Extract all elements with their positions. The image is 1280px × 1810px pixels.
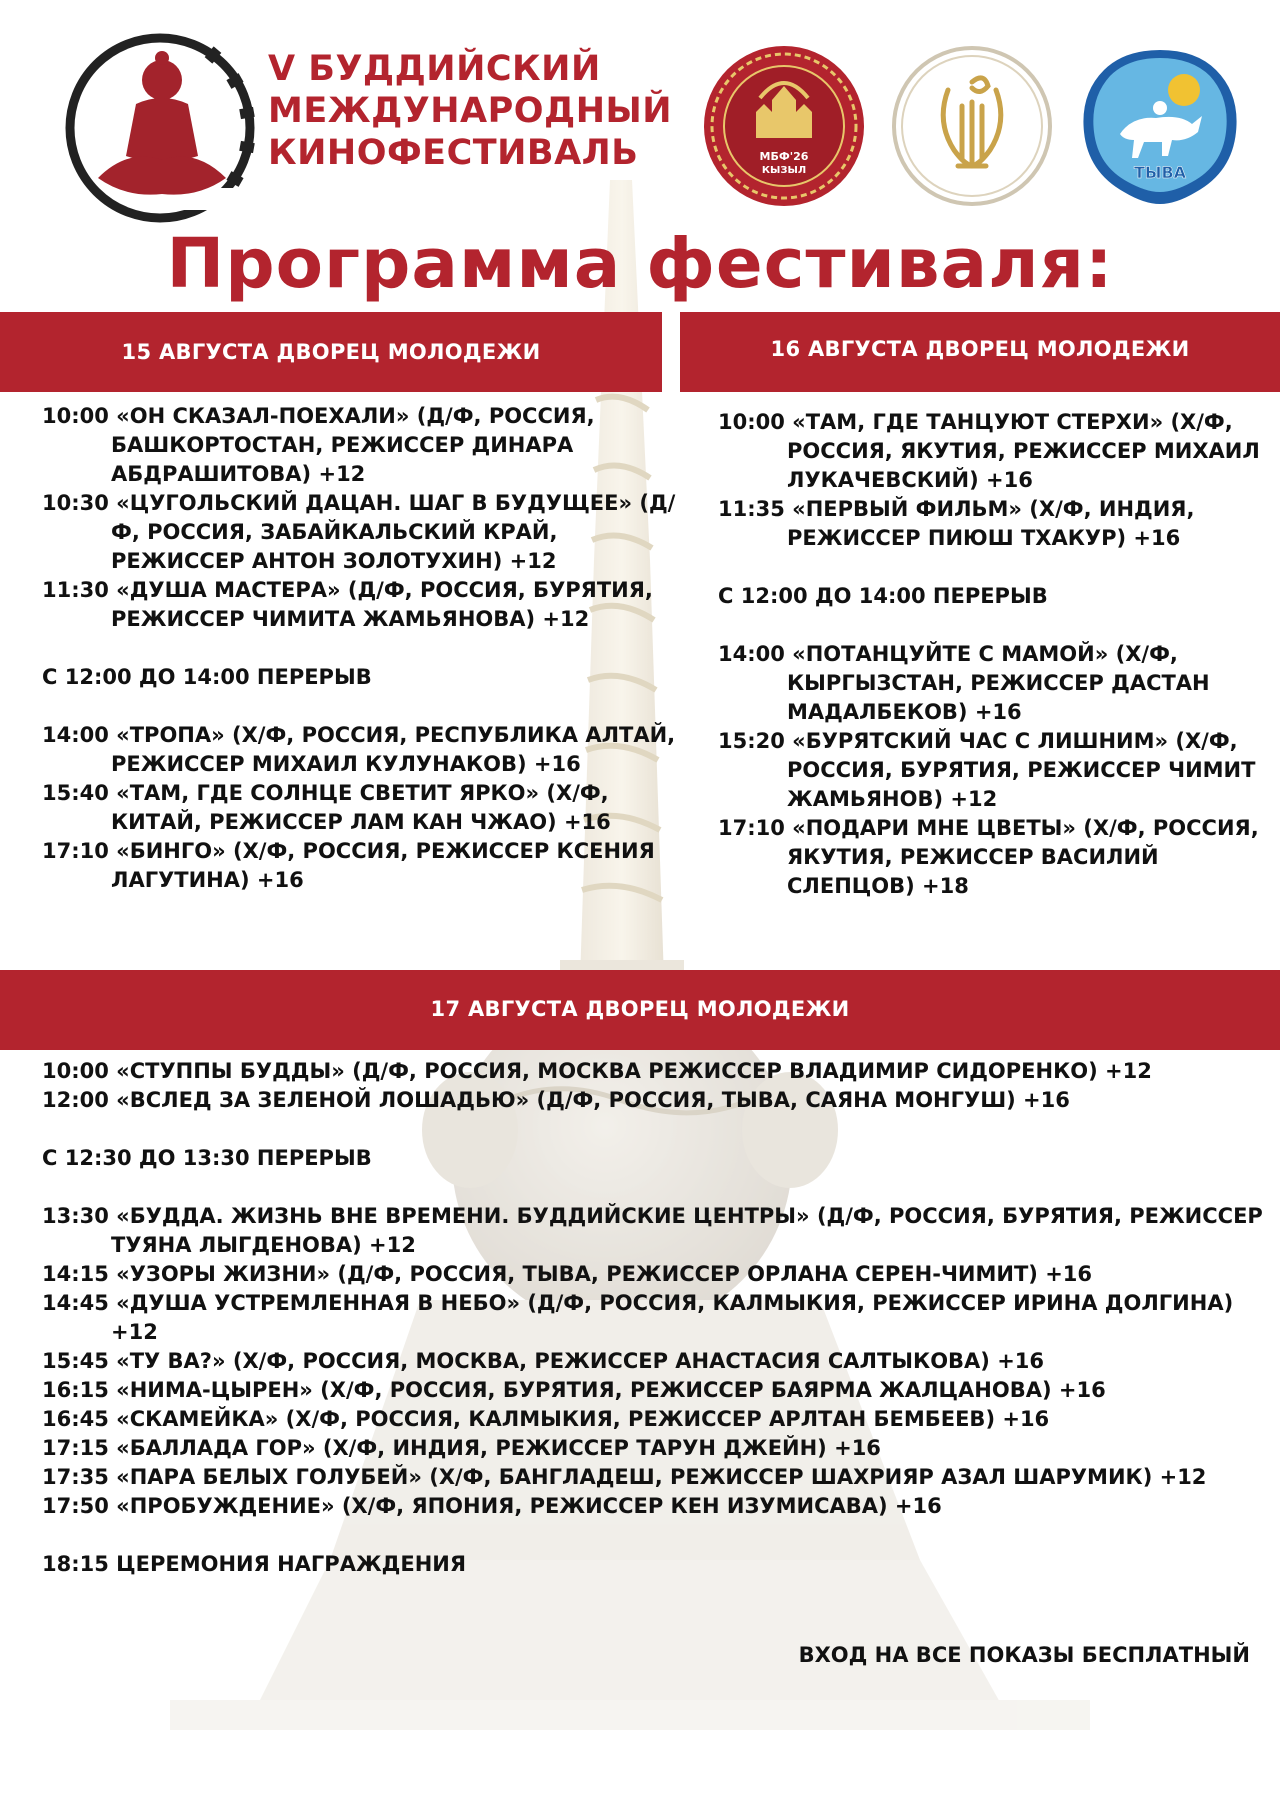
schedule-gap <box>718 611 1278 640</box>
schedule-gap <box>42 1115 1267 1144</box>
schedule-break: С 12:30 ДО 13:30 ПЕРЕРЫВ <box>42 1146 372 1170</box>
schedule-item: 14:00 «ПОТАНЦУЙТЕ С МАМОЙ» (Х/Ф, КЫРГЫЗСТАН, РЕЖИССЕР ДАСТАН МАДАЛБЕКОВ) +16 <box>718 642 1210 724</box>
festival-title-line: КИНОФЕСТИВАЛЬ <box>268 133 639 173</box>
schedule-item: 10:00 «СТУППЫ БУДДЫ» (Д/Ф, РОССИЯ, МОСКВА РЕЖИССЕР ВЛАДИМИР СИДОРЕНКО) +12 <box>42 1059 1152 1083</box>
tuva-coat-of-arms-emblem <box>1076 42 1244 210</box>
schedule-gap <box>42 1173 1267 1202</box>
schedule-gap <box>42 692 697 721</box>
schedule-item: 17:10 «ПОДАРИ МНЕ ЦВЕТЫ» (Х/Ф, РОССИЯ, ЯКУТИЯ, РЕЖИССЕР ВАСИЛИЙ СЛЕПЦОВ) +18 <box>718 816 1259 898</box>
day-heading-aug-17: 17 АВГУСТА ДВОРЕЦ МОЛОДЕЖИ <box>0 970 1280 1050</box>
schedule-aug-17 <box>42 1057 1267 1579</box>
program-title: Программа фестиваля: <box>166 224 1114 304</box>
schedule-item: 14:45 «ДУША УСТРЕМЛЕННАЯ В НЕБО» (Д/Ф, РОССИЯ, КАЛМЫКИЯ, РЕЖИССЕР ИРИНА ДОЛГИНА) +12 <box>42 1291 1234 1344</box>
schedule-break: С 12:00 ДО 14:00 ПЕРЕРЫВ <box>718 584 1048 608</box>
schedule-item: 11:35 «ПЕРВЫЙ ФИЛЬМ» (Х/Ф, ИНДИЯ, РЕЖИССЕР ПИЮШ ТХАКУР) +16 <box>718 497 1195 550</box>
schedule-item: 17:50 «ПРОБУЖДЕНИЕ» (Х/Ф, ЯПОНИЯ, РЕЖИССЕР КЕН ИЗУМИСАВА) +16 <box>42 1494 942 1518</box>
schedule-item: 17:35 «ПАРА БЕЛЫХ ГОЛУБЕЙ» (Х/Ф, БАНГЛАДЕШ, РЕЖИССЕР ШАХРИЯР АЗАЛ ШАРУМИК) +12 <box>42 1465 1207 1489</box>
schedule-item: 17:15 «БАЛЛАДА ГОР» (Х/Ф, ИНДИЯ, РЕЖИССЕР ТАРУН ДЖЕЙН) +16 <box>42 1436 881 1460</box>
schedule-item: 10:00 «ТАМ, ГДЕ ТАНЦУЮТ СТЕРХИ» (Х/Ф, РОССИЯ, ЯКУТИЯ, РЕЖИССЕР МИХАИЛ ЛУКАЧЕВСКИЙ) +16 <box>718 410 1260 492</box>
schedule-item: 13:30 «БУДДА. ЖИЗНЬ ВНЕ ВРЕМЕНИ. БУДДИЙСКИЕ ЦЕНТРЫ» (Д/Ф, РОССИЯ, БУРЯТИЯ, РЕЖИССЕР ТУЯНА ЛЫГДЕНОВА) +12 <box>42 1204 1263 1257</box>
schedule-break: С 12:00 ДО 14:00 ПЕРЕРЫВ <box>42 665 372 689</box>
schedule-item: 15:45 «ТУ ВА?» (Х/Ф, РОССИЯ, МОСКВА, РЕЖИССЕР АНАСТАСИЯ САЛТЫКОВА) +16 <box>42 1349 1045 1373</box>
schedule-item: 10:30 «ЦУГОЛЬСКИЙ ДАЦАН. ШАГ В БУДУЩЕЕ» (Д/Ф, РОССИЯ, ЗАБАЙКАЛЬСКИЙ КРАЙ, РЕЖИССЕР АНТОН ЗОЛОТУХИН) +12 <box>42 491 676 573</box>
tuva-emblem-text: ТЫВА <box>1133 163 1187 182</box>
schedule-aug-16 <box>718 408 1278 901</box>
festival-title-line: МЕЖДУНАРОДНЫЙ <box>268 91 673 131</box>
festival-buddha-logo <box>58 28 268 228</box>
schedule-gap <box>718 553 1278 582</box>
festival-title-line: V БУДДИЙСКИЙ <box>268 49 601 89</box>
schedule-item: 16:15 «НИМА-ЦЫРЕН» (Х/Ф, РОССИЯ, БУРЯТИЯ, РЕЖИССЕР БАЯРМА ЖАЛЦАНОВА) +16 <box>42 1378 1106 1402</box>
schedule-gap <box>42 1521 1267 1550</box>
schedule-aug-15 <box>42 402 697 895</box>
lyre-emblem <box>888 42 1056 210</box>
schedule-item: 17:10 «БИНГО» (Х/Ф, РОССИЯ, РЕЖИССЕР КСЕНИЯ ЛАГУТИНА) +16 <box>42 839 655 892</box>
badge-bottom-text: КЫЗЫЛ <box>761 165 807 176</box>
day-heading-aug-15: 15 АВГУСТА ДВОРЕЦ МОЛОДЕЖИ <box>0 312 662 392</box>
schedule-item: 14:00 «ТРОПА» (Х/Ф, РОССИЯ, РЕСПУБЛИКА АЛТАЙ, РЕЖИССЕР МИХАИЛ КУЛУНАКОВ) +16 <box>42 723 676 776</box>
schedule-item: 14:15 «УЗОРЫ ЖИЗНИ» (Д/Ф, РОССИЯ, ТЫВА, РЕЖИССЕР ОРЛАНА СЕРЕН-ЧИМИТ) +16 <box>42 1262 1093 1286</box>
free-entry-note: ВХОД НА ВСЕ ПОКАЗЫ БЕСПЛАТНЫЙ <box>798 1643 1250 1667</box>
awards-ceremony: 18:15 ЦЕРЕМОНИЯ НАГРАЖДЕНИЯ <box>42 1552 467 1576</box>
schedule-item: 15:40 «ТАМ, ГДЕ СОЛНЦЕ СВЕТИТ ЯРКО» (Х/Ф, КИТАЙ, РЕЖИССЕР ЛАМ КАН ЧЖАО) +16 <box>42 781 611 834</box>
schedule-item: 10:00 «ОН СКАЗАЛ-ПОЕХАЛИ» (Д/Ф, РОССИЯ, БАШКОРТОСТАН, РЕЖИССЕР ДИНАРА АБДРАШИТОВА) +12 <box>42 404 595 486</box>
badge-top-text: МБФ'26 <box>759 150 809 163</box>
schedule-item: 16:45 «СКАМЕЙКА» (Х/Ф, РОССИЯ, КАЛМЫКИЯ, РЕЖИССЕР АРЛТАН БЕМБЕЕВ) +16 <box>42 1407 1050 1431</box>
schedule-item: 15:20 «БУРЯТСКИЙ ЧАС С ЛИШНИМ» (Х/Ф, РОССИЯ, БУРЯТИЯ, РЕЖИССЕР ЧИМИТ ЖАМЬЯНОВ) +12 <box>718 729 1256 811</box>
schedule-item: 12:00 «ВСЛЕД ЗА ЗЕЛЕНОЙ ЛОШАДЬЮ» (Д/Ф, РОССИЯ, ТЫВА, САЯНА МОНГУШ) +16 <box>42 1088 1070 1112</box>
schedule-gap <box>42 634 697 663</box>
day-heading-aug-16: 16 АВГУСТА ДВОРЕЦ МОЛОДЕЖИ <box>680 312 1280 392</box>
schedule-item: 11:30 «ДУША МАСТЕРА» (Д/Ф, РОССИЯ, БУРЯТИЯ, РЕЖИССЕР ЧИМИТА ЖАМЬЯНОВА) +12 <box>42 578 653 631</box>
festival-title <box>268 48 708 174</box>
festival-badge-emblem <box>700 42 868 210</box>
